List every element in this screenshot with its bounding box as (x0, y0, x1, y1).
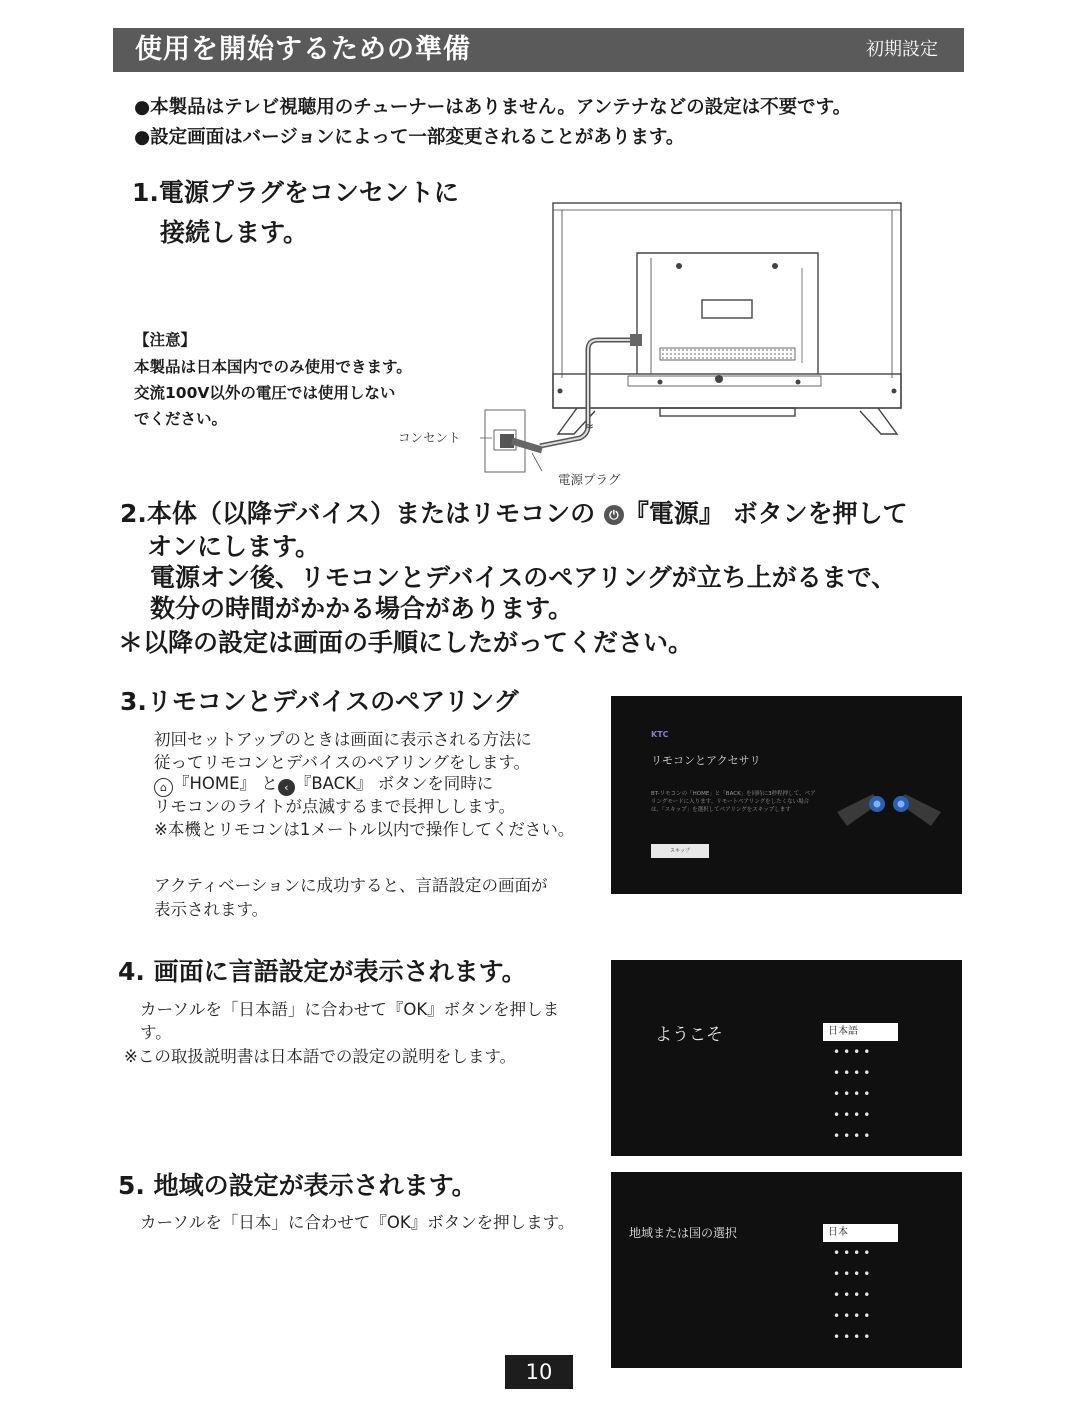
caution-line-2: 交流100V以外の電圧では使用しない (134, 384, 396, 402)
language-option[interactable]: •••• (833, 1108, 874, 1122)
region-screen-title: 地域または国の選択 (629, 1226, 738, 1240)
language-screen (611, 960, 962, 1156)
step2-line2: オンにします。 (147, 532, 321, 561)
tv-back-illustration (480, 198, 910, 498)
power-icon: ⏻ (604, 505, 624, 525)
step5-line1: カーソルを「日本」に合わせて『OK』ボタンを押します。 (140, 1213, 575, 1232)
remote-pairing-icon (833, 782, 945, 832)
step3-line3-b: 『BACK』 ボタンを同時に (294, 774, 494, 793)
region-option[interactable]: •••• (833, 1330, 874, 1344)
step1-title-line1: 1.電源プラグをコンセントに (132, 178, 459, 207)
pairing-screen-title: リモコンとアクセサリ (651, 754, 761, 767)
step2-line5: ＊以降の設定は画面の手順にしたがってください。 (118, 628, 694, 657)
step3-title: 3.リモコンとデバイスのペアリング (120, 687, 519, 716)
step2-line3: 電源オン後、リモコンとデバイスのペアリングが立ち上がるまで、 (150, 563, 897, 592)
language-option-selected[interactable]: 日本語 (823, 1023, 898, 1041)
step4-line2: す。 (140, 1023, 172, 1042)
caution-line-1: 本製品は日本国内でのみ使用できます。 (134, 358, 412, 376)
caution-title: 【注意】 (134, 331, 197, 349)
page-title: 使用を開始するための準備 (135, 34, 471, 65)
svg-text:≈: ≈ (584, 419, 595, 433)
step4-line1: カーソルを「日本語」に合わせて『OK』ボタンを押しま (140, 1000, 560, 1019)
step2-line1-pre: 2.本体（以降デバイス）またはリモコンの (120, 499, 596, 528)
brand-logo: KTC (651, 730, 669, 739)
welcome-text: ようこそ (655, 1025, 723, 1045)
label-outlet: コンセント (398, 430, 461, 445)
step2-line4: 数分の時間がかかる場合があります。 (150, 594, 574, 623)
section-tag: 初期設定 (866, 39, 938, 60)
region-option[interactable]: •••• (833, 1288, 874, 1302)
step3-line3-a: 『HOME』 と (173, 774, 278, 793)
pairing-desc-1: BT-リモコンの「HOME」と「BACK」を同時に3秒程押して、ペア (651, 791, 816, 797)
label-power-plug: 電源プラグ (558, 472, 621, 487)
region-screen (611, 1172, 962, 1368)
step2-line1 (120, 498, 908, 530)
step3-line1: 初回セットアップのときは画面に表示される方法に (154, 730, 532, 749)
language-option[interactable]: •••• (833, 1066, 874, 1080)
back-arrow-icon: ‹ (278, 779, 295, 796)
home-icon: ⌂ (154, 778, 173, 797)
pairing-desc-2: リングモードに入ります。リモートペアリングをしたくない場合 (651, 799, 810, 805)
pairing-desc-3: は、「スキップ」を選択してペアリングをスキップします (651, 807, 791, 813)
language-option[interactable]: •••• (833, 1129, 874, 1143)
step4-title: 4. 画面に言語設定が表示されます。 (118, 957, 527, 986)
step3-line5: ※本機とリモコンは1メートル以内で操作してください。 (154, 820, 575, 839)
step4-line3: ※この取扱説明書は日本語での設定の説明をします。 (124, 1047, 517, 1066)
step3-line3 (154, 772, 493, 797)
step3-line4: リモコンのライトが点滅するまで長押しします。 (154, 797, 516, 816)
pairing-screen (611, 696, 962, 894)
step5-title: 5. 地域の設定が表示されます。 (118, 1171, 477, 1200)
step3-line7: 表示されます。 (154, 900, 269, 919)
skip-button[interactable]: スキップ (651, 844, 709, 858)
step3-line2: 従ってリモコンとデバイスのペアリングをします。 (154, 753, 531, 772)
language-option[interactable]: •••• (833, 1045, 874, 1059)
step2-line1-post: 『電源』 ボタンを押して (623, 499, 908, 528)
page-number: 10 (505, 1355, 573, 1389)
bullet-note-1: ●本製品はテレビ視聴用のチューナーはありません。アンテナなどの設定は不要です。 (134, 97, 852, 118)
step3-line6: アクティベーションに成功すると、言語設定の画面が (154, 876, 548, 895)
bullet-note-2: ●設定画面はバージョンによって一部変更されることがあります。 (134, 127, 685, 148)
region-option-selected[interactable]: 日本 (823, 1224, 898, 1242)
language-option[interactable]: •••• (833, 1087, 874, 1101)
region-option[interactable]: •••• (833, 1267, 874, 1281)
region-option[interactable]: •••• (833, 1309, 874, 1323)
region-option[interactable]: •••• (833, 1246, 874, 1260)
step1-title-line2: 接続します。 (160, 218, 309, 247)
caution-line-3: でください。 (134, 410, 228, 428)
